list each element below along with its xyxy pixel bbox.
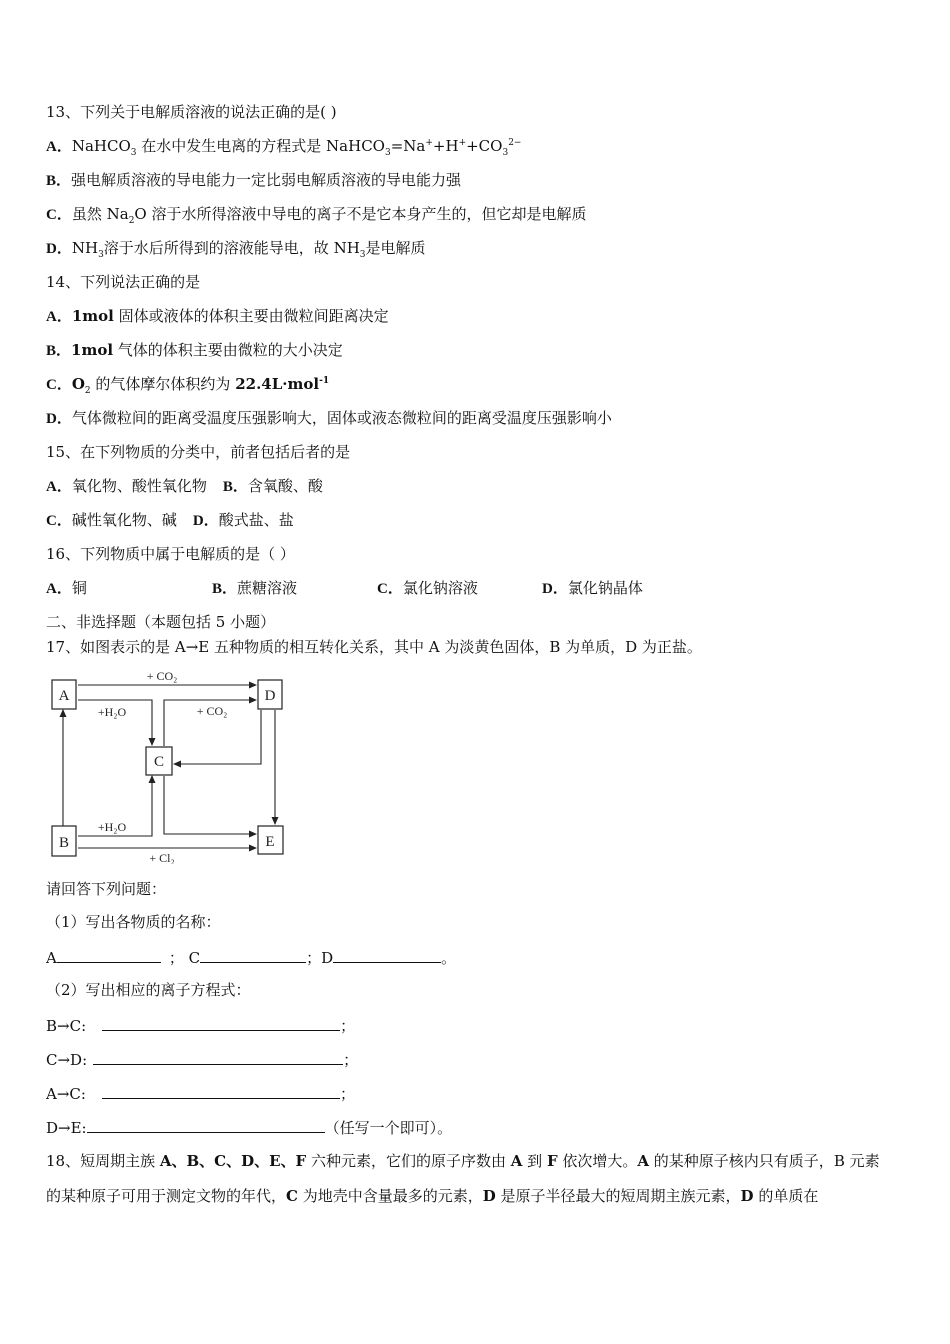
text: C (286, 1187, 298, 1205)
q17-part1: （1）写出各物质的名称： (46, 913, 221, 931)
text: 22.4L·mol (235, 375, 320, 393)
text: A、B、C、D、E、F (159, 1152, 307, 1170)
subscript: 2 (128, 216, 135, 226)
node-e: E (265, 834, 275, 850)
text: O (71, 375, 85, 393)
text: 的气体摩尔体积约为 (90, 375, 236, 393)
text: C→D: (46, 1051, 88, 1069)
answer-blank-d[interactable] (333, 946, 441, 963)
option-label: B． (212, 581, 238, 597)
label-co2-top: + CO₂ (146, 669, 178, 683)
text: 是电解质 (365, 239, 426, 257)
q13-option-d (46, 238, 426, 259)
q16-option-d (542, 578, 643, 599)
text: 含氧酸、酸 (247, 477, 323, 495)
q17-eq-c-d (46, 1048, 358, 1070)
q14-option-a (46, 306, 389, 327)
text: A (510, 1152, 523, 1170)
option-label: C． (46, 207, 72, 223)
answer-blank-b-c[interactable] (102, 1014, 340, 1031)
text: 碱性氧化物、碱 (71, 511, 177, 529)
text: ； (339, 1085, 355, 1103)
option-label: C． (377, 581, 403, 597)
text: ； (343, 1051, 359, 1069)
subscript: 3 (130, 148, 137, 158)
answer-blank-a[interactable] (57, 946, 161, 963)
text: NH (71, 239, 99, 257)
q13-option-c (46, 204, 587, 225)
text: 18、短周期主族 (46, 1152, 160, 1170)
text: 蔗糖溶液 (237, 579, 298, 597)
text: 到 (522, 1152, 547, 1170)
q14-option-c (46, 374, 329, 395)
text: 氯化钠溶液 (402, 579, 478, 597)
text: 六种元素，它们的原子序数由 (306, 1152, 511, 1170)
text: 气体的体积主要由微粒的大小决定 (113, 341, 343, 359)
section-heading: 二、非选择题（本题包括 5 小题） (46, 613, 276, 631)
text: 为地壳中含量最多的元素， (297, 1187, 483, 1205)
text: ； C (168, 949, 201, 967)
arrow-c-to-e (164, 776, 256, 834)
label-h2o-bottom: +H₂O (97, 820, 127, 834)
q16-option-c (377, 578, 478, 599)
q17-part2: （2）写出相应的离子方程式： (46, 981, 251, 999)
q14-stem: 14、下列说法正确的是 (46, 273, 201, 291)
q17-reaction-diagram (46, 668, 296, 864)
text: A→C: (46, 1085, 86, 1103)
text: D→E: (46, 1119, 87, 1137)
text: 氯化钠晶体 (567, 579, 643, 597)
text: 氧化物、酸性氧化物 (71, 477, 207, 495)
text: 1mol (71, 341, 114, 359)
subscript: 3 (502, 148, 509, 158)
subscript: 2 (84, 386, 91, 396)
node-a: A (58, 688, 70, 704)
answer-blank-c[interactable] (200, 946, 306, 963)
text: 1mol (71, 307, 114, 325)
node-d: D (264, 688, 276, 704)
q17-stem: 17、如图表示的是 A→E 五种物质的相互转化关系，其中 A 为淡黄色固体，B 为单质，D 为正盐。 (46, 638, 702, 656)
text: +CO (466, 137, 503, 155)
q17-prompt: 请回答下列问题： (46, 880, 167, 898)
superscript: 2− (508, 138, 522, 148)
text: 依次增大。 (557, 1152, 638, 1170)
node-c: C (153, 754, 165, 770)
text: 铜 (71, 579, 87, 597)
node-b: B (58, 835, 70, 851)
option-label: B． (46, 343, 72, 359)
text: 元素 (844, 1152, 880, 1170)
label-cl2: + Cl₂ (149, 851, 175, 864)
q13-option-b (46, 170, 461, 191)
text: 。 (441, 949, 457, 967)
label-co2-mid: + CO₂ (196, 704, 228, 718)
option-label: D． (46, 241, 72, 257)
q17-eq-a-c (46, 1082, 355, 1104)
superscript: + (458, 138, 467, 148)
text: 的某种原子核内只有质子， (649, 1152, 834, 1170)
text: O 溶于水所得溶液中导电的离子不是它本身产生的，但它却是电解质 (134, 205, 587, 223)
answer-blank-c-d[interactable] (93, 1048, 343, 1065)
text: D (482, 1187, 496, 1205)
text: B→C: (46, 1017, 87, 1035)
q13-stem: 13、下列关于电解质溶液的说法正确的是( ) (46, 103, 337, 121)
text: A (46, 949, 57, 967)
q17-names-line (46, 946, 456, 968)
option-label: A． (46, 309, 72, 325)
q15-stem: 15、在下列物质的分类中，前者包括后者的是 (46, 443, 351, 461)
q18-line-2 (46, 1186, 818, 1206)
answer-blank-a-c[interactable] (102, 1082, 340, 1099)
text: B (833, 1152, 845, 1170)
q14-option-b (46, 340, 343, 361)
option-label: C． (46, 513, 72, 529)
text: （任写一个即可）。 (324, 1119, 453, 1137)
text: NaHCO (71, 137, 131, 155)
text: 虽然 Na (71, 205, 129, 223)
subscript: 3 (98, 250, 104, 260)
text: A (637, 1152, 650, 1170)
q16-stem: 16、下列物质中属于电解质的是（ ） (46, 545, 295, 563)
q16-option-b (212, 578, 297, 599)
q14-option-d (46, 408, 612, 429)
q13-option-a (46, 136, 521, 157)
text: F (546, 1152, 558, 1170)
q15-options-cd (46, 510, 294, 531)
text: D (740, 1187, 754, 1205)
text: =Na (390, 137, 426, 155)
superscript: + (425, 138, 433, 148)
text: 溶于水后所得到的溶液能导电，故 NH (103, 239, 360, 257)
text: 是原子半径最大的短周期主族元素， (495, 1187, 741, 1205)
option-label: D． (542, 581, 568, 597)
option-label: C． (46, 377, 72, 393)
text: ； (340, 1017, 356, 1035)
q18-line-1 (46, 1151, 880, 1171)
option-label: D． (192, 513, 219, 529)
option-label: D． (46, 411, 72, 427)
q17-eq-d-e (46, 1116, 452, 1138)
option-label: B． (222, 479, 248, 495)
q16-options (46, 578, 906, 598)
q17-eq-b-c (46, 1014, 355, 1036)
option-label: A． (46, 581, 72, 597)
option-label: A． (46, 479, 72, 495)
text: ；D (306, 949, 334, 967)
text: 强电解质溶液的导电能力一定比弱电解质溶液的导电能力强 (71, 171, 462, 189)
text: 固体或液体的体积主要由微粒间距离决定 (113, 307, 389, 325)
text: 在水中发生电离的方程式是 NaHCO (136, 137, 385, 155)
subscript: 3 (359, 250, 366, 260)
arrow-d-to-c (174, 710, 261, 764)
option-label: A． (46, 139, 72, 155)
label-h2o-top: +H₂O (97, 705, 127, 719)
text: 的单质在 (753, 1187, 819, 1205)
superscript: -1 (319, 376, 330, 386)
subscript: 3 (384, 148, 391, 158)
text: 气体微粒间的距离受温度压强影响大，固体或液态微粒间的距离受温度压强影响小 (71, 409, 612, 427)
text: 的某种原子可用于测定文物的年代， (46, 1187, 287, 1205)
q16-option-a (46, 578, 87, 599)
answer-blank-d-e[interactable] (87, 1116, 325, 1133)
option-label: B． (46, 173, 72, 189)
q15-options-ab (46, 476, 323, 497)
text: 酸式盐、盐 (218, 511, 294, 529)
text: +H (432, 137, 459, 155)
